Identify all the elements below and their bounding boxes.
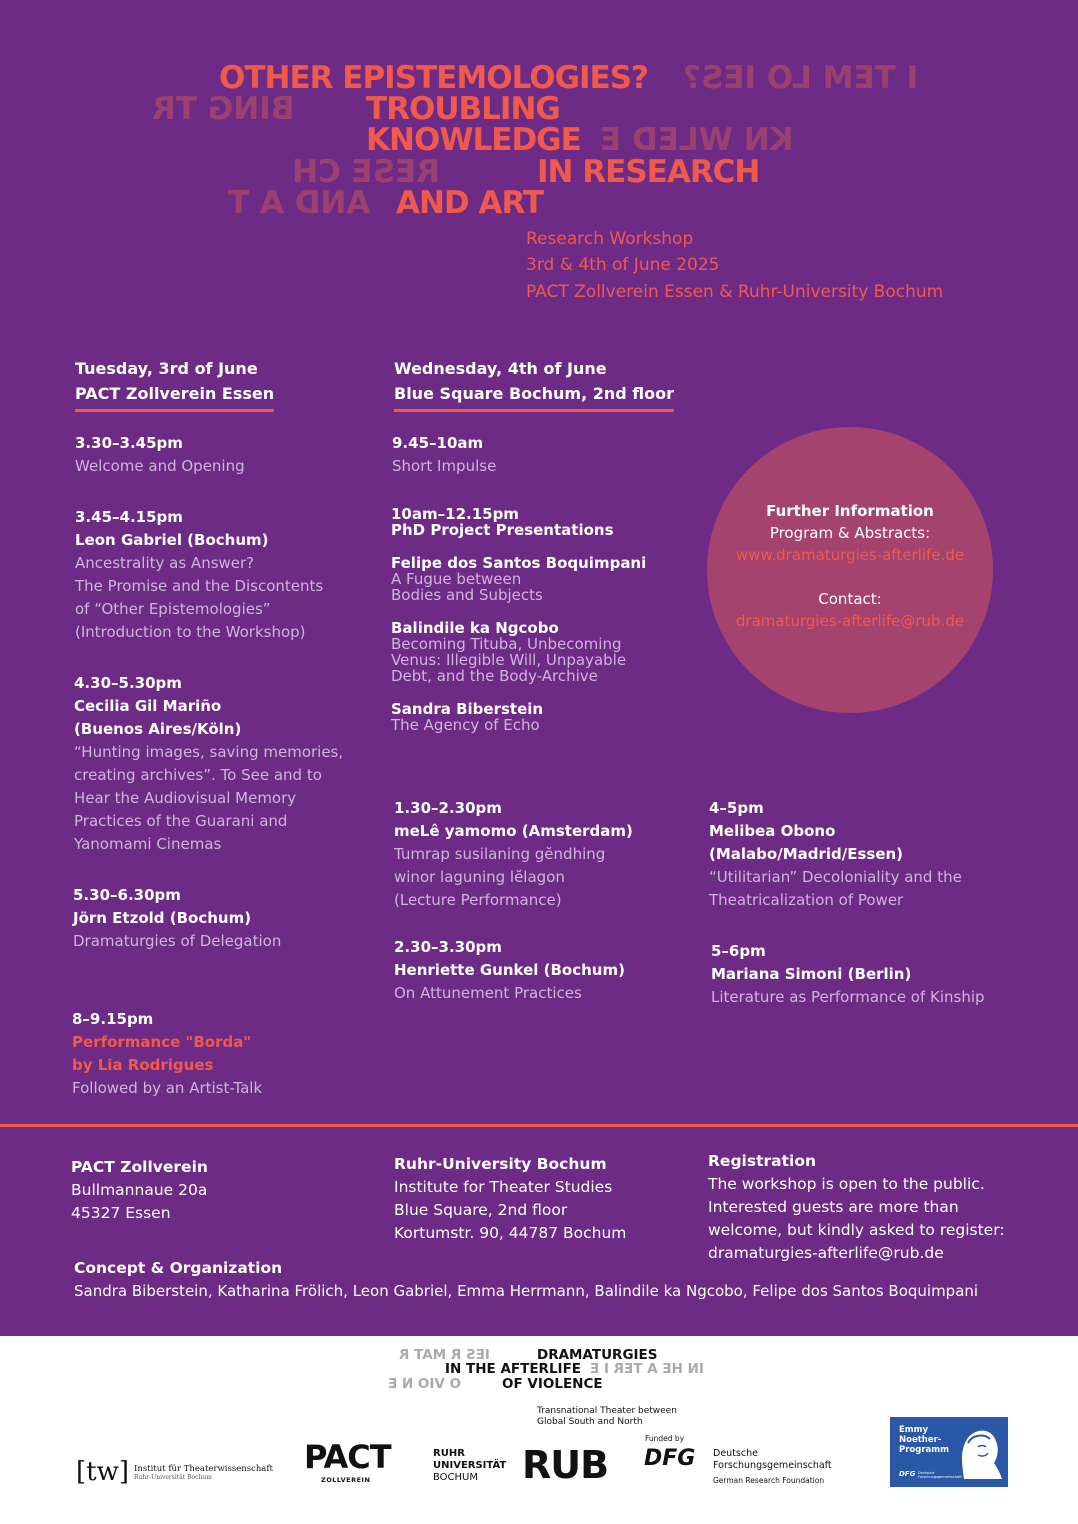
wednesday-s3-speaker: meLê yamomo (Amsterdam) (394, 822, 633, 840)
registration-line-3: welcome, but kindly asked to register: (708, 1221, 1005, 1239)
wednesday-s5-desc-2: Theatricalization of Power (709, 891, 904, 909)
registration-line-1: The workshop is open to the public. (708, 1175, 985, 1193)
wednesday-p1-desc-1: A Fugue between (391, 570, 522, 588)
concept-names: Sandra Biberstein, Katharina Frölich, Leon Gabriel, Emma Herrmann, Balindile ka Ngcobo, Felipe dos Santos Boquimpani (74, 1282, 979, 1300)
wednesday-s2-title: PhD Project Presentations (391, 521, 614, 539)
wednesday-venue (394, 381, 674, 412)
subtitle-line-3: PACT Zollverein Essen & Ruhr-University Bochum (526, 282, 944, 302)
wednesday-p2-desc-2: Venus: Illegible Will, Unpayable (391, 651, 627, 669)
info-email-link[interactable]: dramaturgies-afterlife@rub.de (735, 612, 965, 630)
tagline-1: Transnational Theater between (537, 1406, 677, 1416)
wednesday-p2-desc-1: Becoming Tituba, Unbecoming (391, 635, 622, 653)
tuesday-s2-desc-3: of “Other Epistemologies” (75, 600, 271, 618)
info-block (707, 500, 993, 632)
tuesday-s3-desc-3: Hear the Audiovisual Memory (74, 789, 297, 807)
dfg-line-2: Forschungsgemeinschaft (713, 1460, 832, 1471)
wednesday-s4-time: 2.30–3.30pm (394, 938, 502, 956)
wednesday-s1-time: 9.45–10am (392, 434, 484, 452)
title-ghost-2: BING TR (152, 91, 295, 127)
tuesday-s2-desc-2: The Promise and the Discontents (75, 577, 324, 595)
title-ghost-3: KN WLED E (600, 122, 794, 158)
dramaturgies-line-3: OF VIOLENCE (502, 1376, 603, 1392)
pact-address-line-2: 45327 Essen (71, 1204, 171, 1222)
tw-line-2: Ruhr-Universität Bochum (134, 1474, 212, 1481)
rub-logo-word: RUB (522, 1443, 609, 1487)
info-program: Program & Abstracts: (769, 524, 931, 542)
tuesday-s3-desc-5: Yanomami Cinemas (74, 835, 222, 853)
title-ghost-1: I TEM LO IES? (683, 60, 919, 96)
info-title: Further Information (766, 502, 934, 520)
ruhr-line-1: RUHR (433, 1448, 465, 1459)
wednesday-p2-desc-3: Debt, and the Body-Archive (391, 667, 598, 685)
wednesday-p1-desc-2: Bodies and Subjects (391, 586, 543, 604)
funded-by: Funded by (645, 1434, 685, 1443)
tw-mark: [tw] (76, 1457, 129, 1487)
tuesday-s1-desc: Welcome and Opening (75, 457, 245, 475)
ruhr-line-3: BOCHUM (433, 1472, 479, 1483)
tw-line-1: Institut für Theaterwissenschaft (134, 1464, 273, 1474)
pact-address-line-1: Bullmannaue 20a (71, 1181, 208, 1199)
wednesday-s3-time: 1.30–2.30pm (394, 799, 502, 817)
title-line-5: AND ART (396, 185, 544, 221)
rub-address-line-1: Institute for Theater Studies (394, 1178, 613, 1196)
wednesday-s4-speaker: Henriette Gunkel (Bochum) (394, 961, 625, 979)
tuesday-day: Tuesday, 3rd of June (75, 359, 258, 378)
dfg-logo-word: DFG (644, 1446, 696, 1471)
wednesday-s5-desc-1: “Utilitarian” Decoloniality and the (709, 868, 962, 886)
registration-email[interactable]: dramaturgies-afterlife@rub.de (708, 1244, 944, 1262)
emmy-noether-logo (890, 1417, 1008, 1487)
wednesday-s5-speaker-2: (Malabo/Madrid/Essen) (709, 845, 904, 863)
tagline-2: Global South and North (537, 1417, 643, 1427)
dfg-line-1: Deutsche (713, 1448, 758, 1459)
title-line-2: TROUBLING (366, 91, 560, 127)
tuesday-s2-time: 3.45–4.15pm (75, 508, 183, 526)
tuesday-s5-time: 8–9.15pm (72, 1010, 154, 1028)
tuesday-s5-performance: Performance "Borda" (72, 1033, 252, 1051)
rub-address-line-2: Blue Square, 2nd floor (394, 1201, 568, 1219)
ruhr-line-2: UNIVERSITÄT (433, 1460, 507, 1471)
title-line-1: OTHER EPISTEMOLOGIES? (219, 60, 649, 96)
tuesday-s2-desc-1: Ancestrality as Answer? (75, 554, 255, 572)
wednesday-s3-desc-3: (Lecture Performance) (394, 891, 562, 909)
emmy-dfg: DFG (899, 1470, 916, 1478)
tuesday-s5-artist: by Lia Rodrigues (72, 1056, 214, 1074)
section-divider (0, 1124, 1078, 1127)
footer (0, 1336, 1078, 1524)
wednesday-s3-desc-1: Tumrap susilaning gĕndhing (394, 845, 606, 863)
tuesday-venue-label: PACT Zollverein Essen (75, 381, 274, 412)
tuesday-s5-desc: Followed by an Artist-Talk (72, 1079, 263, 1097)
tuesday-s4-speaker: Jörn Etzold (Bochum) (73, 909, 252, 927)
info-url-link[interactable]: www.dramaturgies-afterlife.de (735, 546, 965, 564)
registration-title: Registration (708, 1152, 817, 1170)
subtitle-line-2: 3rd & 4th of June 2025 (526, 255, 720, 275)
dramaturgies-ghost-1: IES R MAT R (399, 1347, 490, 1363)
emmy-line-1: Emmy (899, 1425, 929, 1435)
dramaturgies-line-1: DRAMATURGIES (537, 1347, 658, 1363)
title-line-4: IN RESEARCH (537, 154, 760, 190)
tuesday-s3-speaker-1: Cecilia Gil Mariño (74, 697, 222, 715)
emmy-line-3: Programm (899, 1445, 949, 1455)
tuesday-s4-desc: Dramaturgies of Delegation (73, 932, 282, 950)
tuesday-s4-time: 5.30–6.30pm (73, 886, 181, 904)
wednesday-day: Wednesday, 4th of June (394, 359, 607, 378)
pact-logo-sub: ZOLLVEREIN (321, 1476, 371, 1484)
pact-address-name: PACT Zollverein (71, 1158, 208, 1176)
wednesday-s5-speaker-1: Melibea Obono (709, 822, 836, 840)
info-contact: Contact: (818, 590, 882, 608)
wednesday-s3-desc-2: winor laguning lĕlagon (394, 868, 565, 886)
tuesday-s1-time: 3.30–3.45pm (75, 434, 183, 452)
dramaturgies-ghost-3: O VIO N E (388, 1376, 462, 1392)
wednesday-s5-time: 4–5pm (709, 799, 764, 817)
rub-address-line-3: Kortumstr. 90, 44787 Bochum (394, 1224, 627, 1242)
title-ghost-4: RESE CH (292, 154, 441, 190)
tuesday-s3-desc-4: Practices of the Guarani and (74, 812, 288, 830)
concept-title: Concept & Organization (74, 1259, 283, 1277)
wednesday-p2-speaker: Balindile ka Ngcobo (391, 619, 559, 637)
emmy-line-2: Noether- (899, 1435, 942, 1445)
tuesday-s3-time: 4.30–5.30pm (74, 674, 182, 692)
wednesday-s6-time: 5–6pm (711, 942, 766, 960)
pact-logo-word: PACT (304, 1438, 391, 1476)
wednesday-s6-desc: Literature as Performance of Kinship (711, 988, 985, 1006)
dramaturgies-line-2: IN THE AFTERLIFE (445, 1361, 582, 1377)
dramaturgies-ghost-2: IN HE A TER I E (590, 1361, 704, 1377)
tuesday-s2-speaker: Leon Gabriel (Bochum) (75, 531, 269, 549)
registration-line-2: Interested guests are more than (708, 1198, 959, 1216)
rub-address-name: Ruhr-University Bochum (394, 1155, 607, 1173)
title-ghost-5: AND A T (228, 185, 371, 221)
wednesday-s6-speaker: Mariana Simoni (Berlin) (711, 965, 912, 983)
tuesday-s3-speaker-2: (Buenos Aires/Köln) (74, 720, 242, 738)
pact-logo (294, 1432, 404, 1496)
wednesday-s1-desc: Short Impulse (392, 457, 497, 475)
emmy-dfg-sub: Deutsche Forschungsgemeinschaft (918, 1471, 962, 1479)
wednesday-venue-label: Blue Square Bochum, 2nd floor (394, 381, 674, 412)
title-line-3: KNOWLEDGE (366, 122, 581, 158)
tuesday-s3-desc-1: “Hunting images, saving memories, (74, 743, 344, 761)
subtitle-line-1: Research Workshop (526, 229, 694, 249)
wednesday-s2-time: 10am–12.15pm (391, 505, 519, 523)
wednesday-s4-desc: On Attunement Practices (394, 984, 582, 1002)
tuesday-s3-desc-2: creating archives”. To See and to (74, 766, 322, 784)
dfg-line-3: German Research Foundation (713, 1476, 825, 1485)
portrait-icon (954, 1423, 1004, 1481)
tw-logo (70, 1446, 273, 1496)
tuesday-venue (75, 381, 274, 412)
tuesday-s2-desc-4: (Introduction to the Workshop) (75, 623, 306, 641)
wednesday-p3-speaker: Sandra Biberstein (391, 700, 544, 718)
wednesday-p3-desc-1: The Agency of Echo (391, 716, 540, 734)
wednesday-p1-speaker: Felipe dos Santos Boquimpani (391, 554, 647, 572)
